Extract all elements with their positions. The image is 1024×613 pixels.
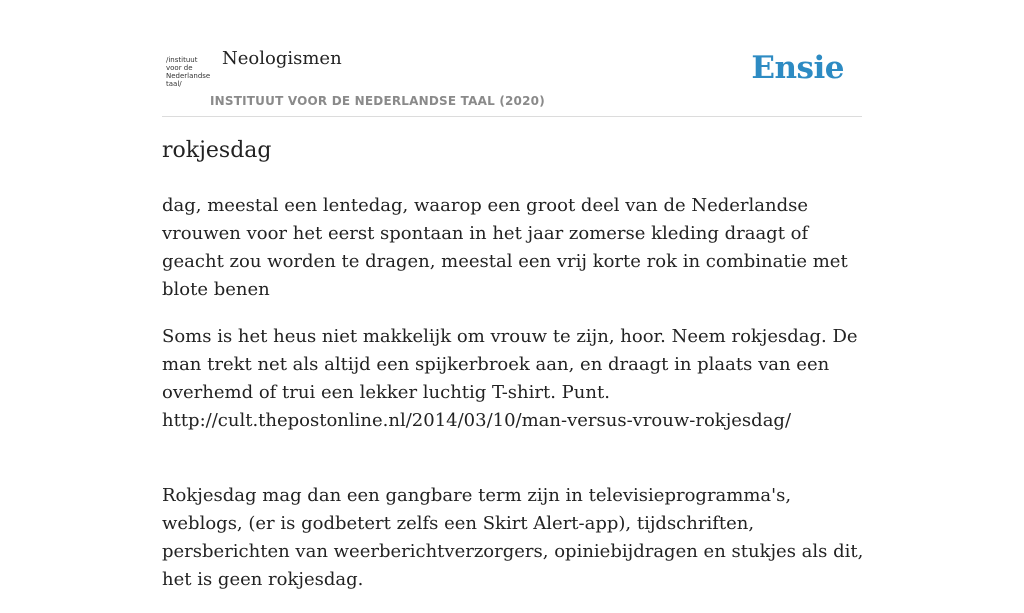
ensie-logo[interactable]: Ensie (751, 50, 844, 86)
entry-definition: dag, meestal een lentedag, waarop een groot deel van de Nederlandse vrouwen voor het eerst spontaan in het jaar zomerse kleding draagt of geacht zou worden te dragen, meestal een vrij korte rok in combinatie met blote benen (162, 195, 848, 300)
example-source-link[interactable]: http://cult.thepostonline.nl/2014/03/10/man-versus-vrouw-rokjesdag/ (162, 410, 792, 431)
example-text-2: Rokjesdag mag dan een gangbare term zijn in televisieprogramma's, weblogs, (er is godbetert zelfs een Skirt Alert-app), tijdschriften, persberichten van weerberichtverzorgers, opiniebijdragen en stukjes als dit, het is geen rokjesdag. (162, 485, 864, 590)
header (162, 40, 862, 117)
source-title[interactable]: Neologismen (222, 48, 342, 69)
spacer (162, 454, 864, 482)
institute-logo[interactable]: /instituut voor de Nederlandse taal/ (166, 56, 211, 88)
entry-content (162, 192, 864, 613)
entry-term: rokjesdag (162, 138, 272, 163)
example-block (162, 323, 864, 435)
source-subtitle: INSTITUUT VOOR DE NEDERLANDSE TAAL (2020) (210, 94, 545, 108)
example-text: Soms is het heus niet makkelijk om vrouw te zijn, hoor. Neem rokjesdag. De man trekt net als altijd een spijkerbroek aan, en draagt in plaats van een overhemd of trui een lekker luchtig T-shirt. Punt. (162, 326, 858, 403)
